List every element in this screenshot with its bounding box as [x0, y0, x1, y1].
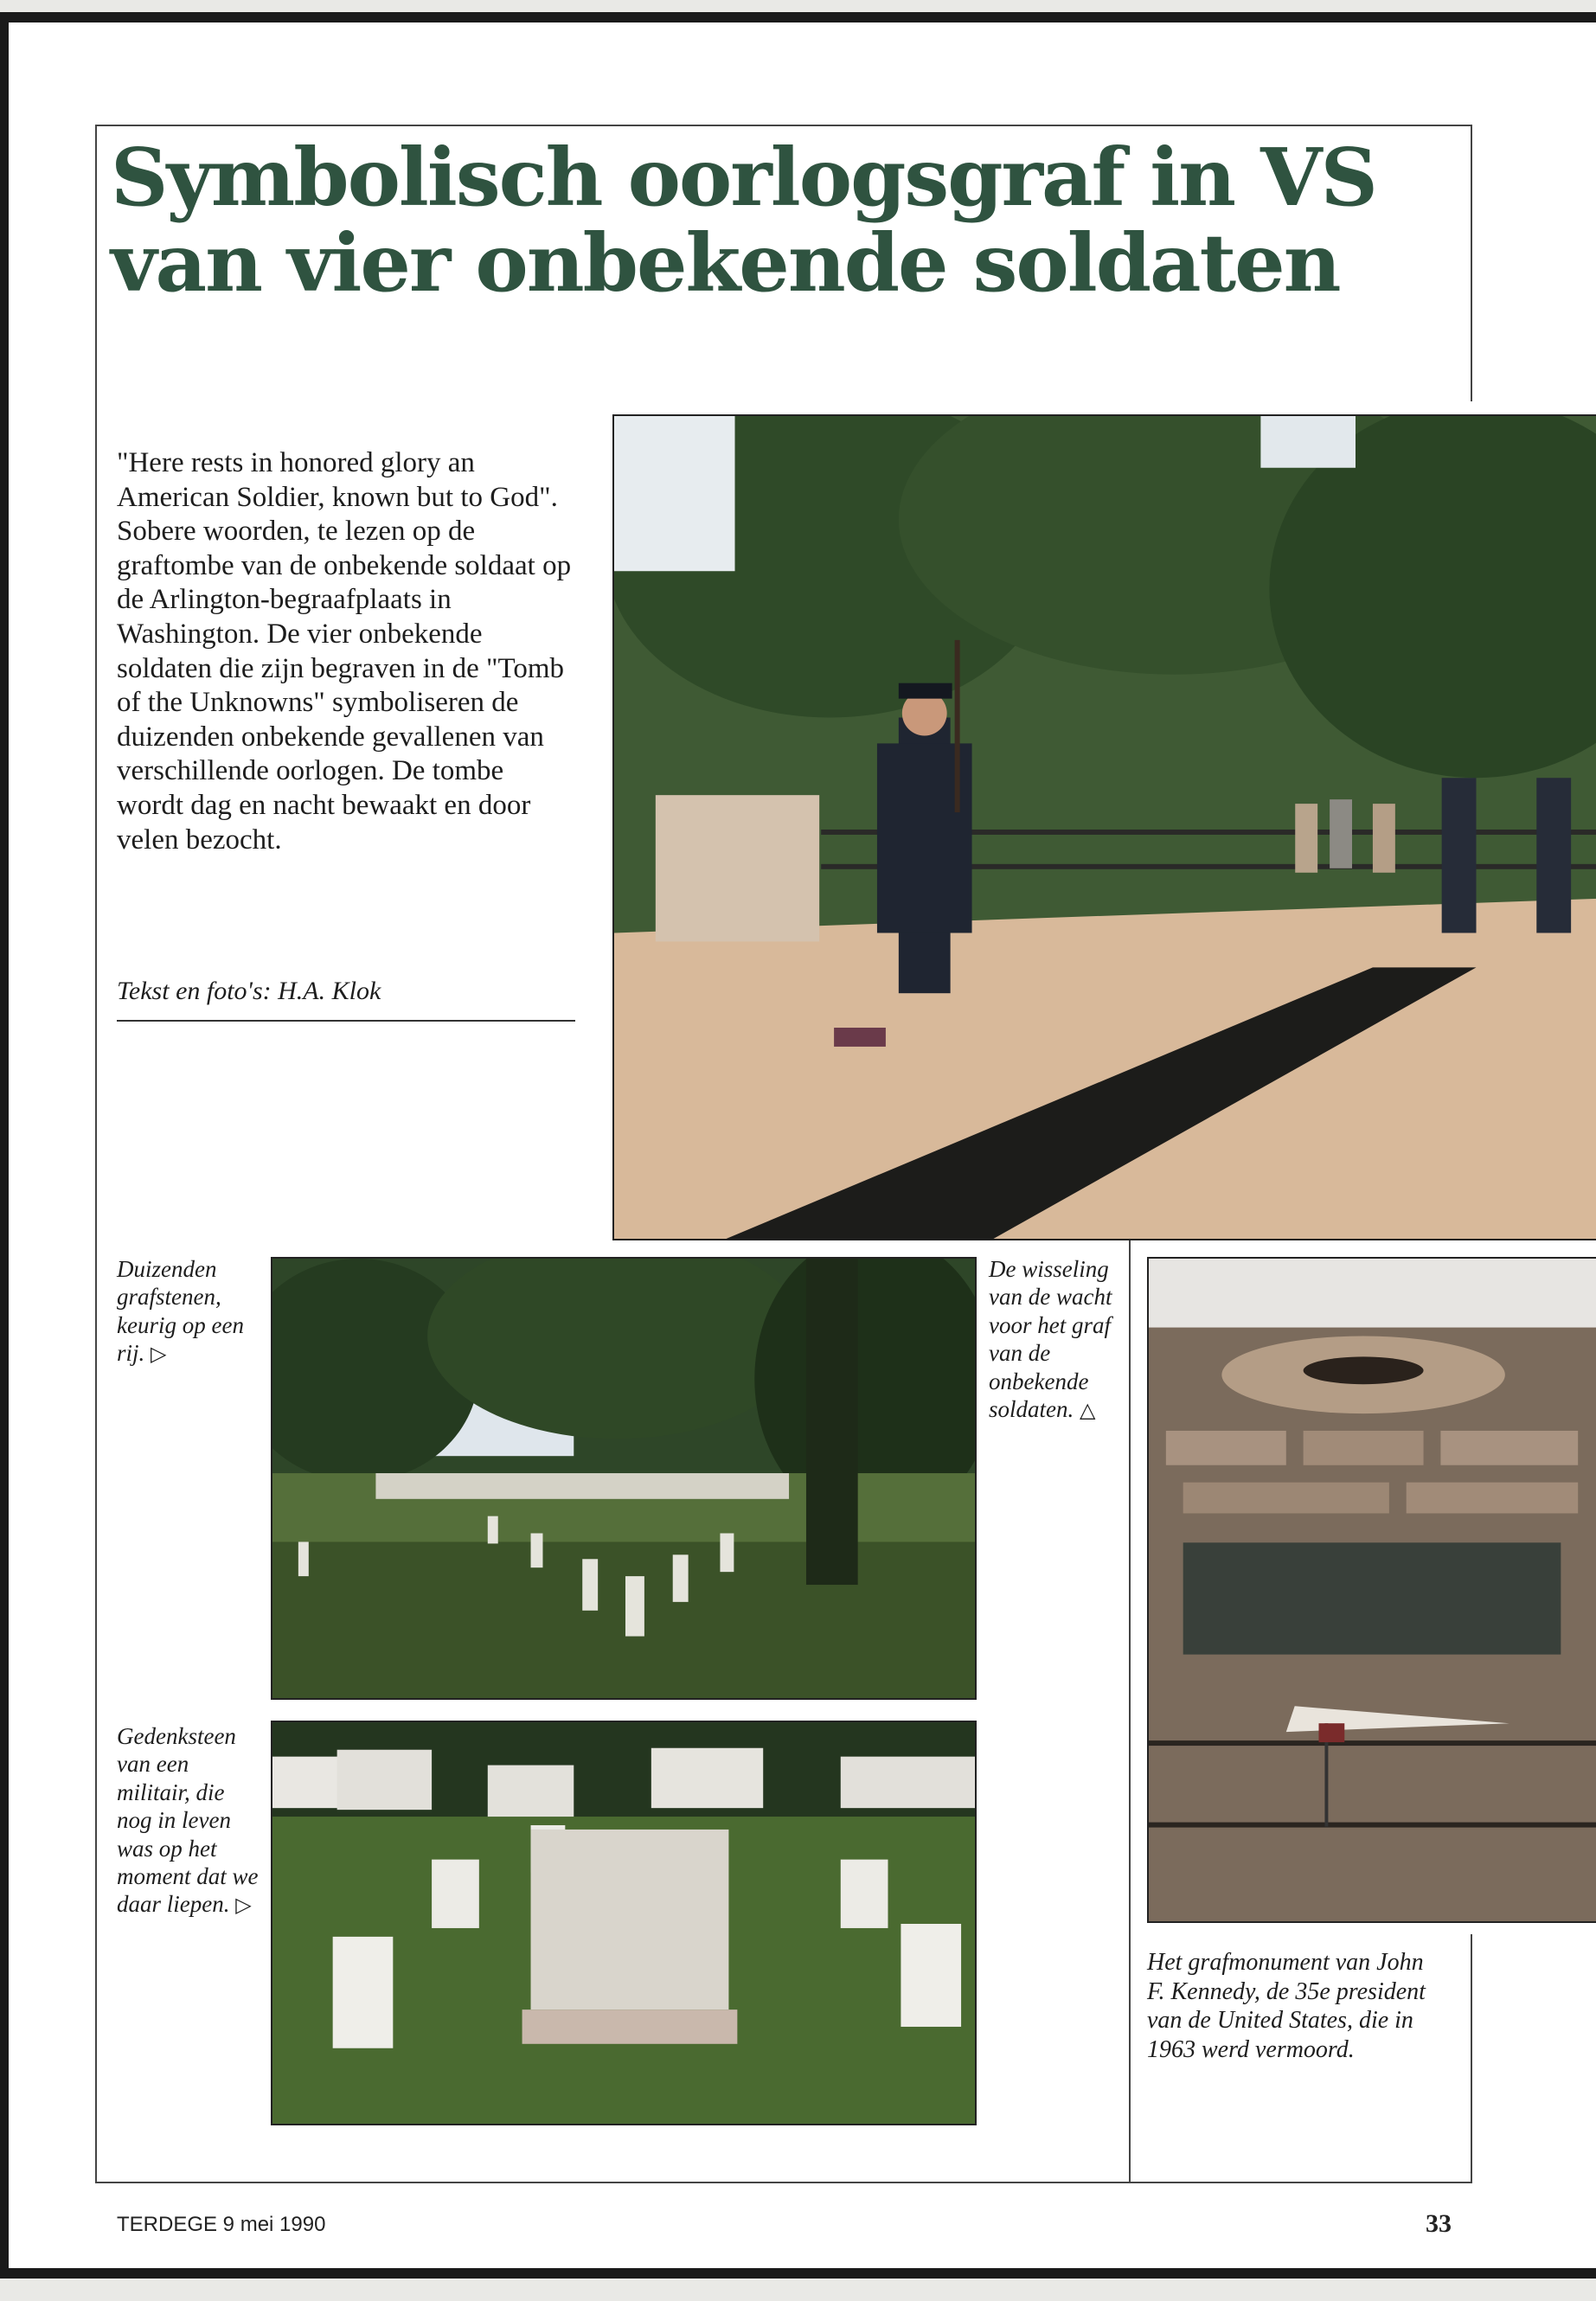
page-number: 33 [1426, 2209, 1452, 2238]
frame-border-top [95, 125, 1471, 126]
frame-border-right-top [1471, 125, 1472, 401]
title-line-2: van vier onbekende soldaten [111, 216, 1340, 311]
frame-border-right-bottom [1471, 1934, 1472, 2183]
title-line-1: Symbolisch oorlogsgraf in VS [111, 131, 1376, 224]
intro-paragraph: "Here rests in honored glory an American Soldier, known but to God". Sobere woorden, te lezen op de graftombe van de onbekende soldaat op de Arlington-begraafplaats in Washington. De vier onbekende soldaten die zijn begraven in de "Tomb of the Unknowns" symboliseren de duizenden onbekende gevallenen van verschillende oorlogen. De tombe wordt dag en nacht bewaakt en door velen bezocht. [117, 447, 572, 856]
frame-border-bottom [95, 2182, 1471, 2183]
caption-guard-change: De wisseling van de wacht voor het graf van de onbekende soldaten. △ [989, 1256, 1112, 1422]
photo-rows-of-graves [271, 1257, 977, 1700]
column-rule [1129, 1234, 1131, 2183]
photo-memorial-stones [271, 1721, 977, 2125]
pointer-up-icon: △ [1080, 1397, 1096, 1422]
photo-credit: Tekst en foto's: H.A. Klok [117, 977, 575, 1022]
page-title [111, 131, 1460, 311]
caption-graves: Duizenden grafstenen, keurig op een rij. ▷ [117, 1256, 244, 1367]
caption-memorial-stone: Gedenksteen van een militair, die nog in leven was op het moment dat we daar liepen. ▷ [117, 1723, 259, 1918]
photo-tomb-guard [612, 414, 1596, 1240]
footer-publication: TERDEGE 9 mei 1990 [117, 2213, 326, 2236]
pointer-right-icon: ▷ [235, 1893, 252, 1918]
caption-kennedy: Het grafmonument van John F. Kennedy, de 35e president van de United States, die in 1963 werd vermoord. [1147, 1949, 1426, 2063]
pointer-right-icon: ▷ [151, 1342, 167, 1367]
photo-kennedy-grave [1147, 1257, 1596, 1923]
frame-border-left [95, 125, 97, 2183]
magazine-page [0, 12, 1596, 2279]
